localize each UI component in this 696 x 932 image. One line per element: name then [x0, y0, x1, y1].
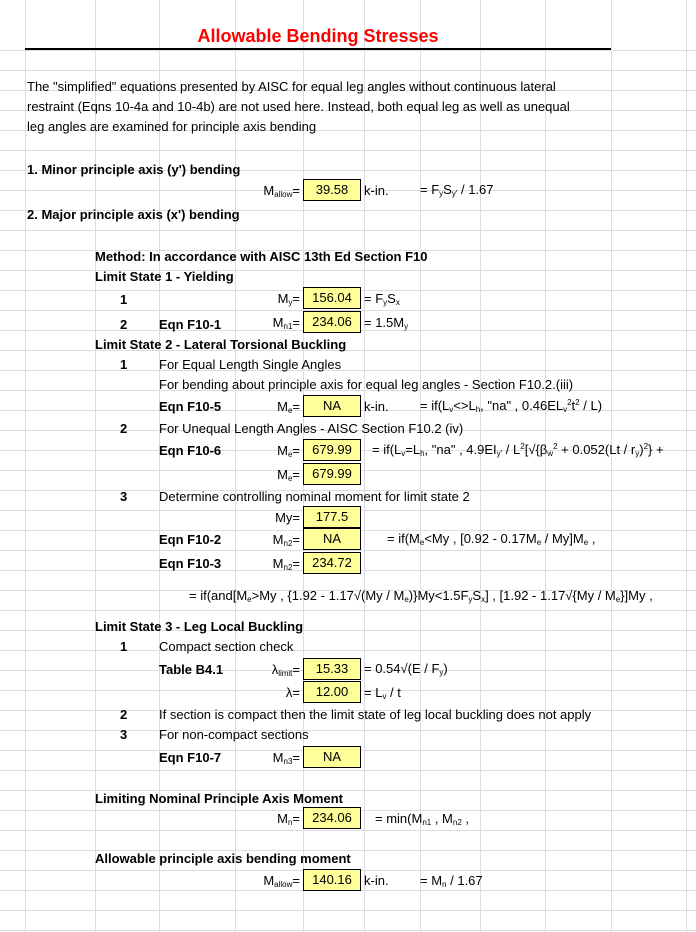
ls2-eqn6: Eqn F10-6: [159, 443, 222, 458]
page-title: Allowable Bending Stresses: [197, 26, 439, 46]
ls3-lambda-limit-label: $\lambda_{limit}=$: [271, 662, 300, 678]
ls2-mn2a-value[interactable]: NA: [303, 528, 361, 550]
intro-line-2: restraint (Eqns 10-4a and 10-4b) are not used here. Instead, both equal leg as well as unequal: [27, 99, 570, 114]
ls2-mn2b-value[interactable]: 234.72: [303, 552, 361, 574]
ls3-eqn7: Eqn F10-7: [159, 750, 222, 765]
ls2-equal-sub: For bending about principle axis for equal leg angles - Section F10.2.(iii): [159, 377, 574, 392]
ls2-determine-text: Determine controlling nominal moment for limit state 2: [159, 489, 470, 504]
ls2-mn2a-formula: = $if(M_e<My$ , $[0.92 - 0.17M_e / My]M_e$ ,: [387, 531, 596, 547]
ls3-step-2: 2: [120, 707, 128, 722]
allowable-heading: Allowable principle axis bending moment: [95, 851, 351, 866]
limiting-mn-formula: = $\min(M_{n1}$ , $M_{n2}$ ,: [375, 811, 470, 827]
ls1-eqn: Eqn F10-1: [159, 317, 222, 332]
title-underline: [25, 48, 611, 50]
ls2-mn2a-label: $M_{n2}=$: [272, 532, 300, 548]
ls3-lambda-formula: = $L_v$ / t: [364, 685, 401, 701]
allowable-formula: = $M_n / 1.67$: [420, 873, 483, 889]
method-heading: Method: In accordance with AISC 13th Ed Section F10: [95, 249, 428, 264]
ls3-compact-note: If section is compact then the limit state of leg local buckling does not apply: [159, 707, 592, 722]
ls3-compact-text: Compact section check: [159, 639, 294, 654]
ls2-me1-value[interactable]: NA: [303, 395, 361, 417]
ls2-step-1: 1: [120, 357, 128, 372]
ls1-my-value[interactable]: 156.04: [303, 287, 361, 309]
ls3-lambda-value[interactable]: 12.00: [303, 681, 361, 703]
minor-formula: = $F_yS_{y'} / 1.67$: [420, 182, 494, 198]
limiting-mn-label: $M_n=$: [277, 811, 300, 827]
limiting-mn-value[interactable]: 234.06: [303, 807, 361, 829]
allowable-mallow-value[interactable]: 140.16: [303, 869, 361, 891]
major-axis-heading: 2. Major principle axis (x') bending: [27, 207, 240, 222]
ls3-step-3: 3: [120, 727, 128, 742]
ls2-me1-formula: = $if(L_v<>L_h$, "na" , $0.46EL_v^2t^2 / L$): [420, 398, 603, 414]
ls2-eqn2: Eqn F10-2: [159, 532, 222, 547]
minor-mallow-label: $M_{allow}=$: [263, 183, 300, 199]
ls2-me1-label: $M_e=$: [277, 399, 300, 415]
ls2-step-3: 3: [120, 489, 128, 504]
ls3-lambda-limit-formula: = $0.54√(E / F_y)$: [364, 661, 448, 677]
ls1-heading: Limit State 1 - Yielding: [95, 269, 234, 284]
ls2-my-label: My=: [275, 510, 300, 525]
intro-line-3: leg angles are examined for principle axis bending: [27, 119, 317, 134]
minor-axis-heading: 1. Minor principle axis (y') bending: [27, 162, 241, 177]
ls3-lambda-limit-value[interactable]: 15.33: [303, 658, 361, 680]
ls3-heading: Limit State 3 - Leg Local Buckling: [95, 619, 304, 634]
ls3-noncompact-text: For non-compact sections: [159, 727, 309, 742]
ls2-eqn5: Eqn F10-5: [159, 399, 222, 414]
limiting-heading: Limiting Nominal Principle Axis Moment: [95, 791, 343, 806]
ls2-step-2: 2: [120, 421, 128, 436]
ls2-me1-unit: k-in.: [364, 399, 389, 414]
ls1-step-1: 1: [120, 292, 128, 307]
ls2-long-formula: = $if(and[M_e>My$ , $\{1.92 - 1.17√(My / M_e)\}My<1.5F_yS_x$] , $[1.92 - 1.17√\{My / M_e\}]My$ ,: [189, 588, 653, 604]
ls1-step-2: 2: [120, 317, 128, 332]
ls2-heading: Limit State 2 - Lateral Torsional Buckling: [95, 337, 347, 352]
ls2-my-value[interactable]: 177.5: [303, 506, 361, 528]
ls2-me3-label: $M_e=$: [277, 467, 300, 483]
minor-unit: k-in.: [364, 183, 389, 198]
ls2-me2-formula: = $if(L_v=L_h$, "na" , $4.9EI_{y'} / L^2[√\{\beta_w^2 + 0.052(Lt / r_y)^2\}$ +: [372, 442, 664, 458]
ls2-me2-label: $M_e=$: [277, 443, 300, 459]
ls2-me3-value[interactable]: 679.99: [303, 463, 361, 485]
ls1-mn1-label: $M_{n1}=$: [272, 315, 300, 331]
ls3-step-1: 1: [120, 639, 128, 654]
ls3-mn3-value[interactable]: NA: [303, 746, 361, 768]
ls2-eqn3: Eqn F10-3: [159, 556, 222, 571]
ls3-table: Table B4.1: [159, 662, 224, 677]
ls2-equal-text: For Equal Length Single Angles: [159, 357, 342, 372]
ls2-unequal-text: For Unequal Length Angles - AISC Section F10.2 (iv): [159, 421, 464, 436]
ls3-mn3-label: $M_{n3}=$: [272, 750, 300, 766]
intro-line-1: The "simplified" equations presented by AISC for equal leg angles without continuous lateral: [27, 79, 556, 94]
ls2-mn2b-label: $M_{n2}=$: [272, 556, 300, 572]
minor-mallow-value[interactable]: 39.58: [303, 179, 361, 201]
allowable-mallow-label: $M_{allow}=$: [263, 873, 300, 889]
ls1-mn1-value[interactable]: 234.06: [303, 311, 361, 333]
ls3-lambda-label: λ=: [285, 685, 300, 700]
allowable-unit: k-in.: [364, 873, 389, 888]
ls1-my-label: $M_y=$: [277, 291, 300, 307]
ls2-me2-value[interactable]: 679.99: [303, 439, 361, 461]
ls1-mn1-formula: = $1.5M_y$: [364, 315, 409, 331]
ls1-my-formula: = $F_yS_x$: [364, 291, 400, 307]
